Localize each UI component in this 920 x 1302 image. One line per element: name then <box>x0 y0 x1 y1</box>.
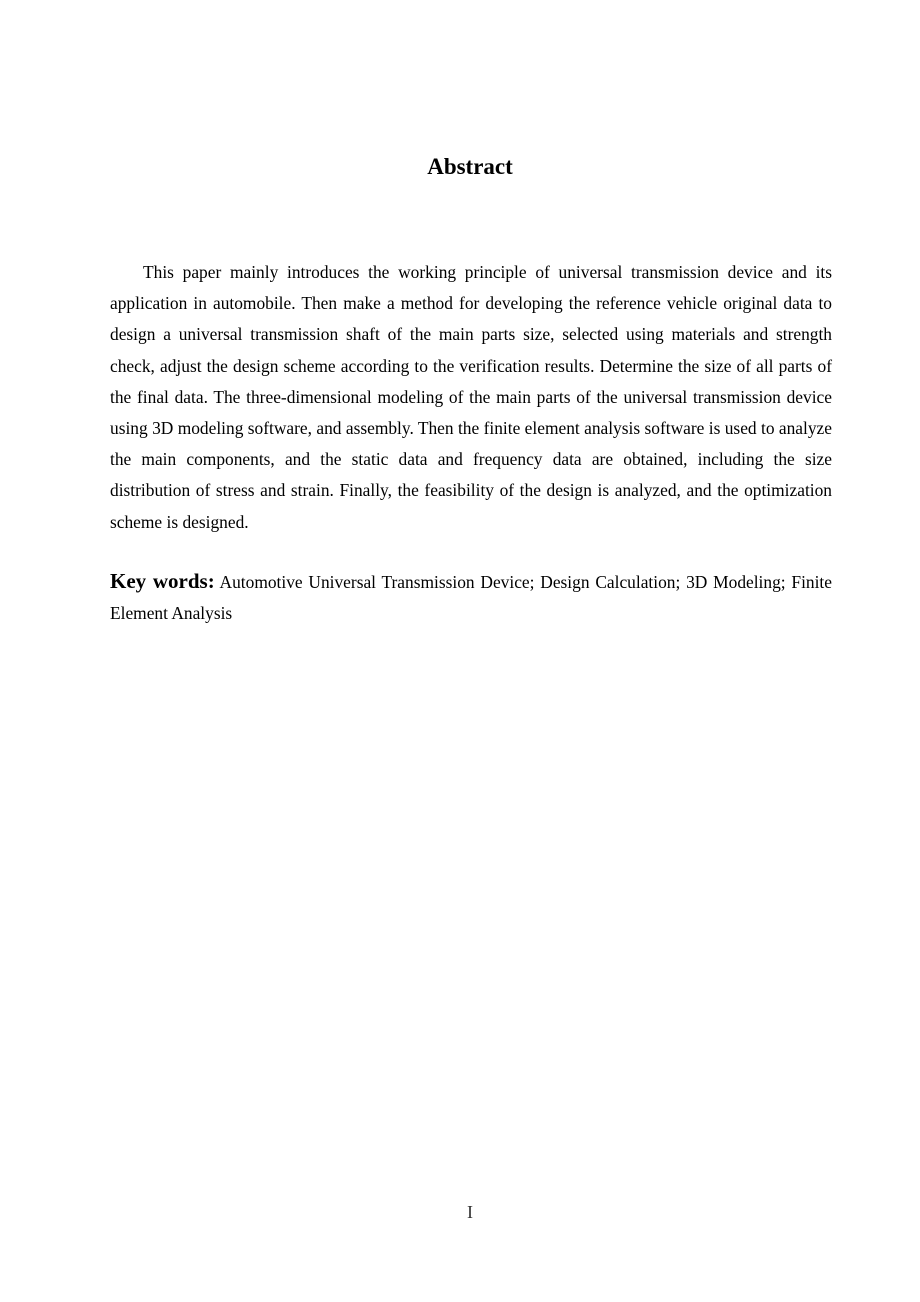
abstract-body: This paper mainly introduces the working principle of universal transmission device and its application in automobile. Then make a method for developing the reference vehicle original data to design a universal transmission shaft of the main parts size, selected using materials and strength check, adjust the design scheme according to the verification results. Determine the size of all parts of the final data. The three-dimensional modeling of the main parts of the universal transmission device using 3D modeling software, and assembly. Then the finite element analysis software is used to analyze the main components, and the static data and frequency data are obtained, including the size distribution of stress and strain. Finally, the feasibility of the design is analyzed, and the optimization scheme is designed. <box>110 262 832 532</box>
page-number: I <box>467 1202 473 1222</box>
keywords-label: Key words: <box>110 569 215 593</box>
keywords-text: Automotive Universal Transmission Device; Design Calculation; 3D Modeling; Finite Element Analysis <box>110 572 832 623</box>
keywords-paragraph <box>110 566 832 629</box>
abstract-title: Abstract <box>427 154 513 179</box>
